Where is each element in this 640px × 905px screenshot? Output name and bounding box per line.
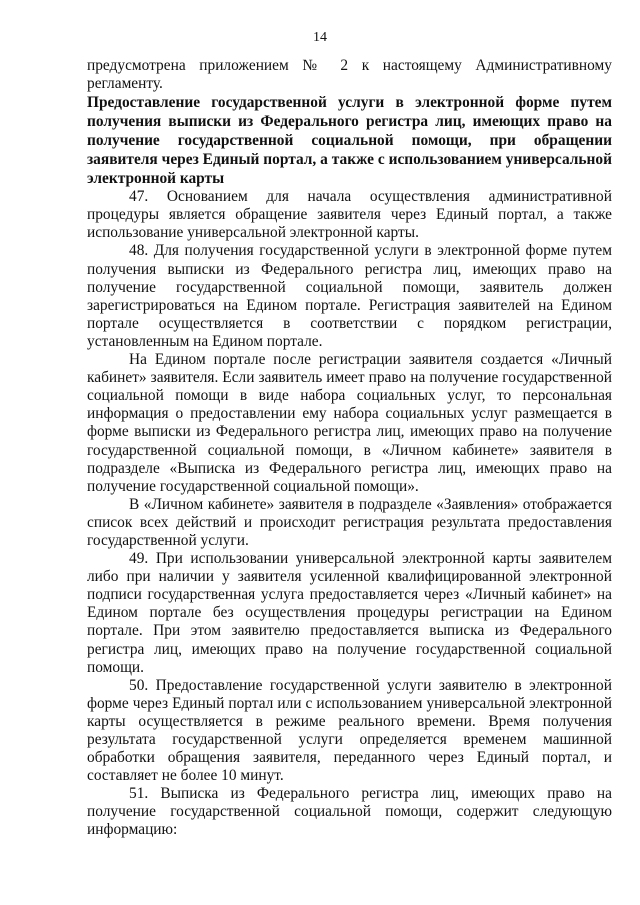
- paragraph-49: 49. При использовании универсальной электронной карты заявителем либо при наличии у заявителя усиленной квалифицированной электронной подписи государственная услуга предоставляется через «Личный кабинет» на Едином портале без осуществления процедуры регистрации на Едином портале. При этом заявителю предоставляется выписка из Федерального регистра лиц, имеющих право на получение государственной социальной помощи.: [87, 550, 612, 676]
- paragraph-48: 48. Для получения государственной услуги в электронной форме путем получения выписки из Федерального регистра лиц, имеющих право на получение государственной социальной помощи, заявитель должен зарегистрироваться на Едином портале. Регистрация заявителей на Едином портале осуществляется в соответствии с порядком регистрации, установленным на Едином портале.: [87, 242, 612, 350]
- page-number: 14: [313, 30, 327, 45]
- paragraph-applications-subsection: В «Личном кабинете» заявителя в подразделе «Заявления» отображается список всех действий и происходит регистрация результата предоставления государственной услуги.: [87, 495, 612, 549]
- paragraph-47: 47. Основанием для начала осуществления административной процедуры является обращение заявителя через Единый портал, а также использование универсальной электронной карты.: [87, 188, 612, 242]
- paragraph-51: 51. Выписка из Федерального регистра лиц, имеющих право на получение государственной социальной помощи, содержит следующую информацию:: [87, 785, 612, 839]
- section-heading: Предоставление государственной услуги в электронной форме путем получения выписки из Федерального регистра лиц, имеющих право на получение государственной социальной помощи, при обращении заявителя через Единый портал, а также с использованием универсальной электронной карты: [87, 94, 612, 188]
- page-content: [87, 57, 612, 840]
- intro-paragraph: предусмотрена приложением № 2 к настоящему Административному регламенту.: [87, 57, 612, 93]
- paragraph-50: 50. Предоставление государственной услуги заявителю в электронной форме через Единый портал или с использованием универсальной электронной карты осуществляется в режиме реального времени. Время получения результата государственной услуги определяется временем машинной обработки обращения заявителя, переданного через Единый портал, и составляет не более 10 минут.: [87, 676, 612, 785]
- paragraph-personal-cabinet: На Едином портале после регистрации заявителя создается «Личный кабинет» заявителя. Если заявитель имеет право на получение государственной социальной помощи в виде набора социальных услуг, то персональная информация о предоставлении ему набора социальных услуг размещается в форме выписки из Федерального регистра лиц, имеющих право на получение государственной социальной помощи, в «Личном кабинете» заявителя в подразделе «Выписка из Федерального регистра лиц, имеющих право на получение государственной социальной помощи».: [87, 351, 612, 495]
